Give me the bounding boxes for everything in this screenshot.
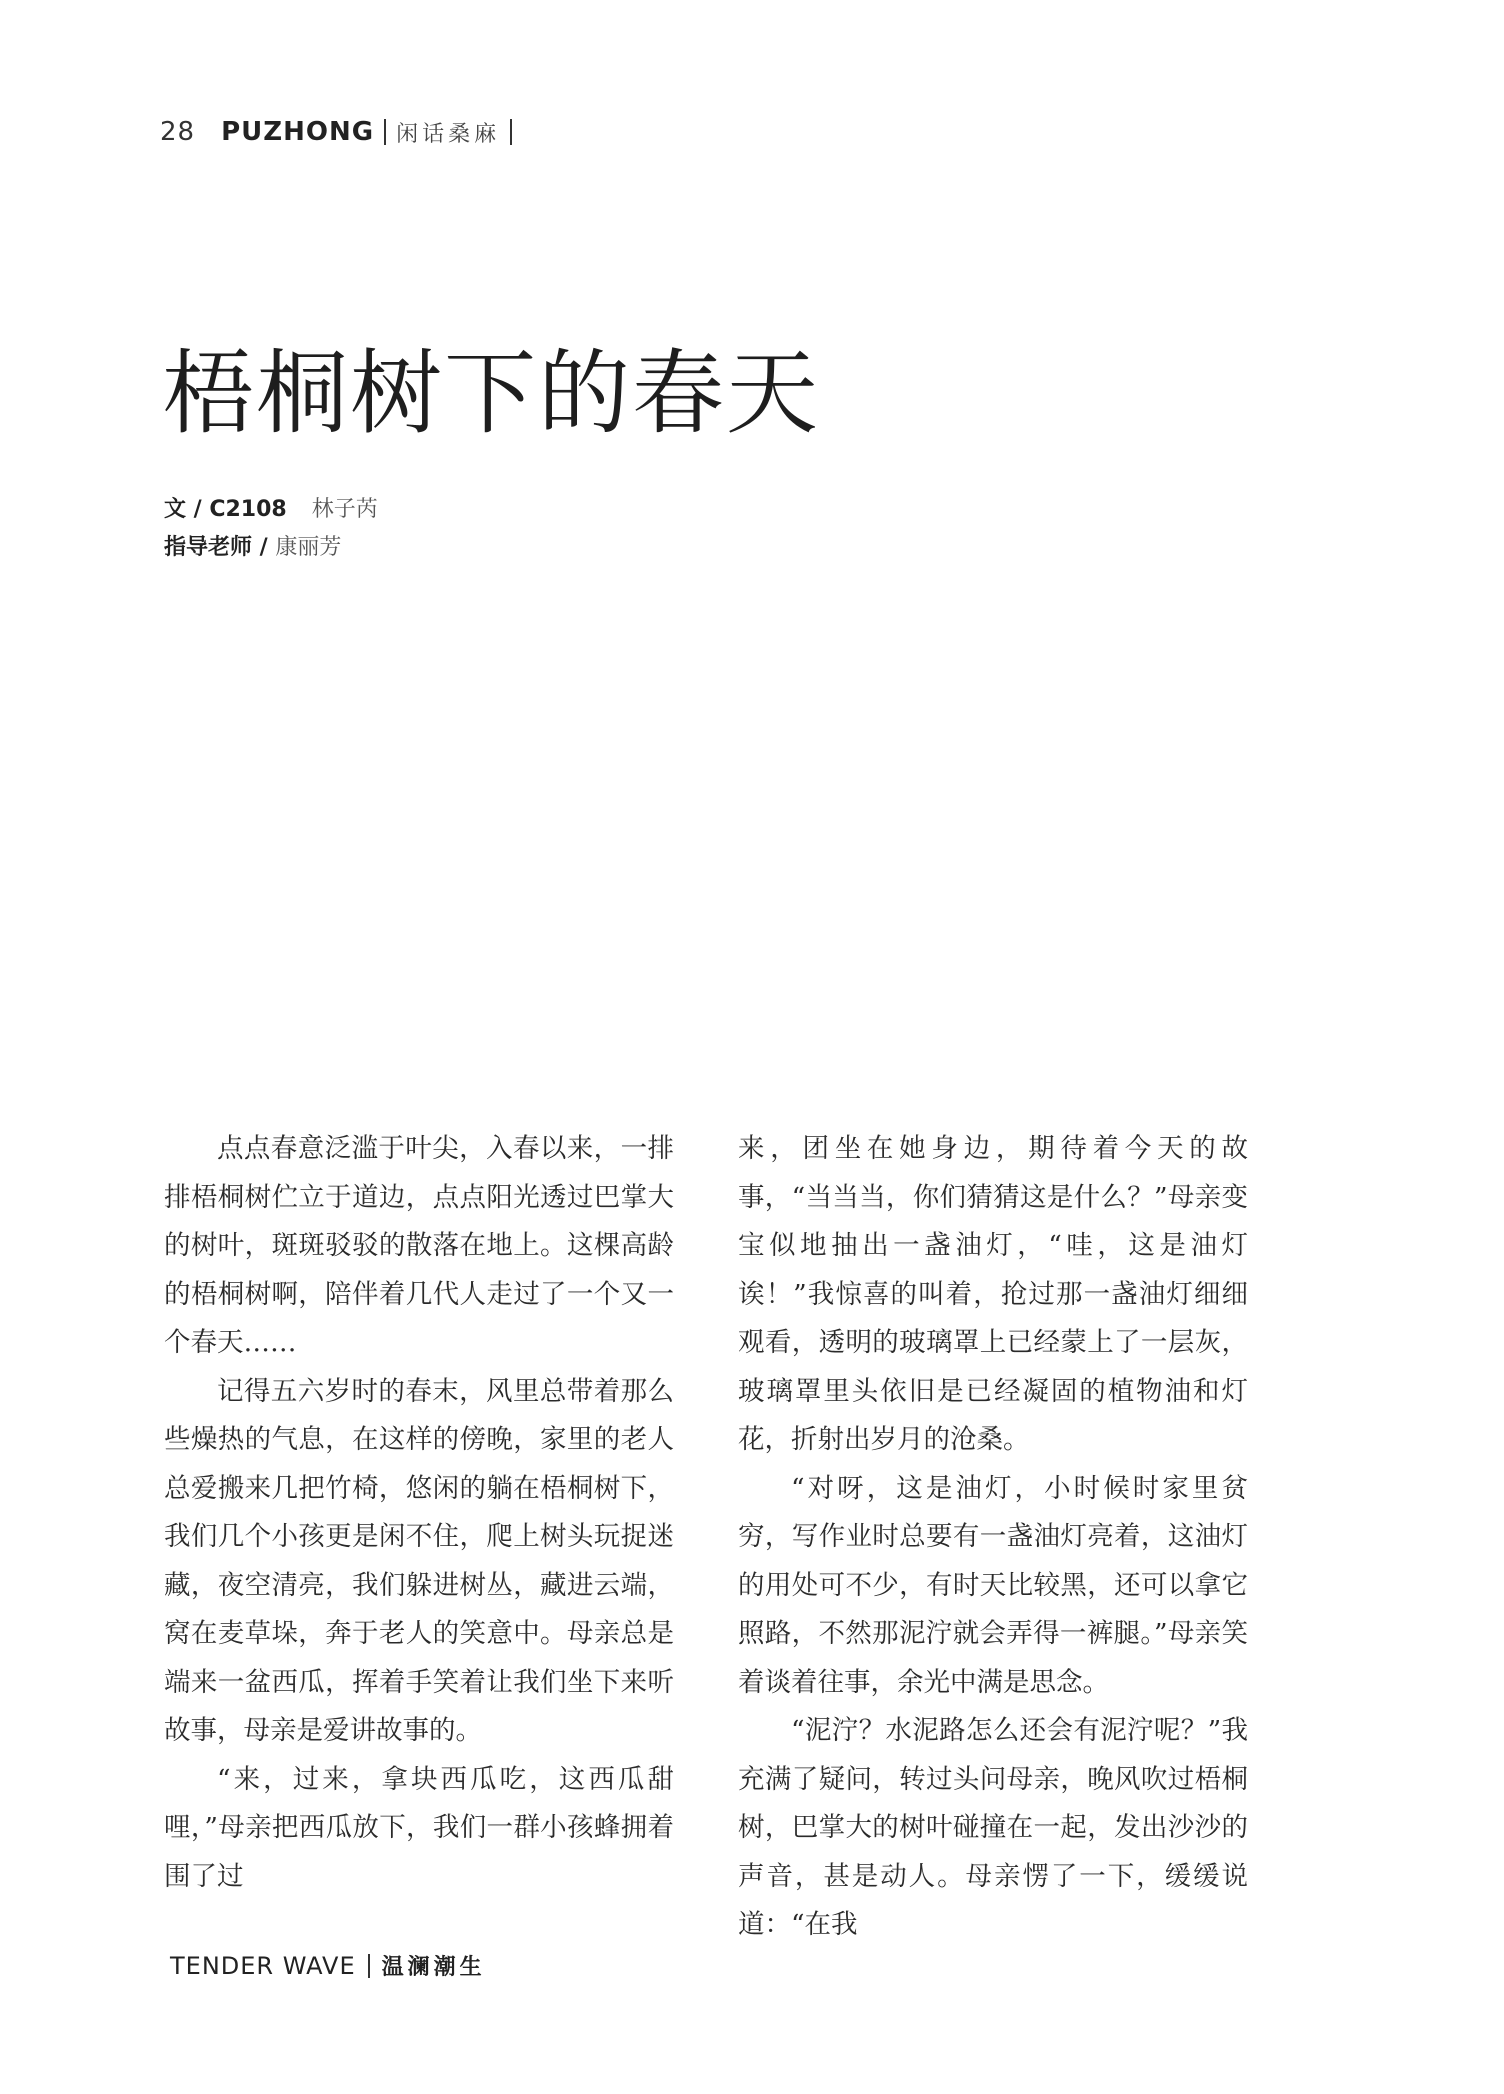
paragraph: 点点春意泛滥于叶尖，入春以来，一排排梧桐树伫立于道边，点点阳光透过巴掌大的树叶，斑斑驳驳的散落在地上。这棵高龄的梧桐树啊，陪伴着几代人走过了一个又一个春天…… xyxy=(164,1133,674,1358)
footer-english: TENDER WAVE xyxy=(170,1951,356,1980)
section-name: 闲话桑麻 xyxy=(396,121,501,147)
footer-chinese: 温澜潮生 xyxy=(381,1955,486,1980)
teacher-line xyxy=(164,530,341,561)
paragraph: 记得五六岁时的春末，风里总带着那么些燥热的气息，在这样的傍晚，家里的老人总爱搬来几把竹椅，悠闲的躺在梧桐树下，我们几个小孩更是闲不住，爬上树头玩捉迷藏，夜空清亮，我们躲进树丛，藏进云端，窝在麦草垛，奔于老人的笑意中。母亲总是端来一盆西瓜，挥着手笑着让我们坐下来听故事，母亲是爱讲故事的。 xyxy=(164,1375,674,1746)
author-line xyxy=(164,492,378,523)
paragraph: “对呀，这是油灯，小时候时家里贫穷，写作业时总要有一盏油灯亮着，这油灯的用处可不少，有时天比较黑，还可以拿它照路，不然那泥泞就会弄得一裤腿。”母亲笑着谈着往事，余光中满是思念。 xyxy=(738,1472,1248,1698)
article-title: 梧桐树下的春天 xyxy=(162,340,821,447)
teacher-name: 康丽芳 xyxy=(275,535,342,560)
header-divider-end xyxy=(510,119,512,145)
footer-divider xyxy=(368,1954,370,1978)
page-number: 28 xyxy=(160,117,196,147)
page-header xyxy=(160,112,522,152)
teacher-prefix: 指导老师 / xyxy=(164,535,276,560)
page-footer xyxy=(170,1950,486,1981)
paragraph: “泥泞？水泥路怎么还会有泥泞呢？”我充满了疑问，转过头问母亲，晚风吹过梧桐树，巴掌大的树叶碰撞在一起，发出沙沙的声音，甚是动人。母亲愣了一下，缓缓说道：“在我 xyxy=(738,1715,1248,1940)
author-prefix: 文 / C2108 xyxy=(164,497,287,522)
article-column-left xyxy=(164,1125,674,1901)
paragraph: 来，团坐在她身边，期待着今天的故事，“当当当，你们猜猜这是什么？”母亲变宝似地抽出一盏油灯，“哇，这是油灯诶！”我惊喜的叫着，抢过那一盏油灯细细观看，透明的玻璃罩上已经蒙上了一层灰，玻璃罩里头依旧是已经凝固的植物油和灯花，折射出岁月的沧桑。 xyxy=(738,1133,1248,1455)
article-column-right xyxy=(738,1125,1248,1950)
magazine-brand: PUZHONG xyxy=(221,117,375,147)
author-name: 林子芮 xyxy=(311,497,378,522)
paragraph: “来，过来，拿块西瓜吃，这西瓜甜哩，”母亲把西瓜放下，我们一群小孩蜂拥着围了过 xyxy=(164,1763,674,1892)
header-divider xyxy=(384,119,386,145)
